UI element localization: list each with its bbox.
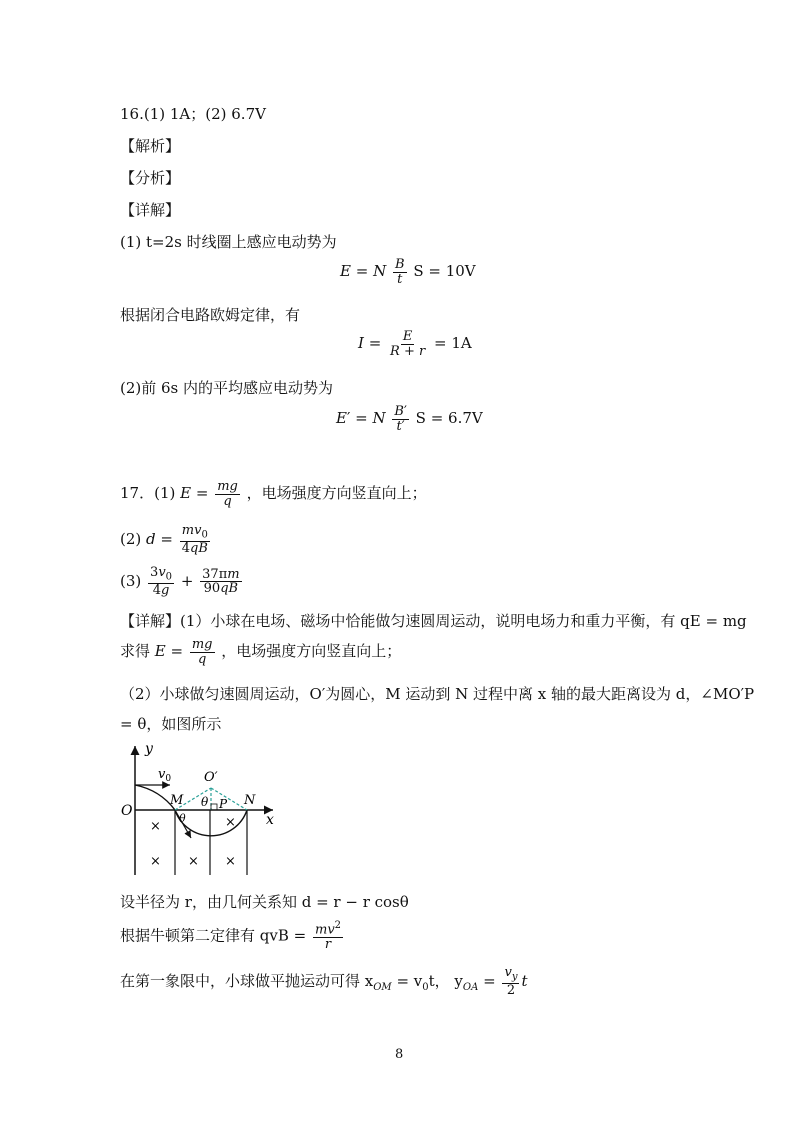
page-number: 8 bbox=[395, 1047, 404, 1062]
q17-detail-1: 【详解】(1）小球在电场、磁场中恰能做匀速圆周运动，说明电场力和重力平衡，有 qE = mg bbox=[120, 612, 747, 630]
label-m: M bbox=[170, 793, 184, 808]
equation-avg-emf: E′ = N $\frac{B'}{t'}$ S = 6.7V bbox=[336, 404, 483, 434]
label-v0: $v_0$ bbox=[158, 767, 172, 784]
right-angle-mark bbox=[211, 804, 217, 810]
q17-answer-2: (2) d = $\frac{mv_0}{4qB}$ bbox=[120, 523, 208, 557]
q17-detail-2b: = θ，如图所示 bbox=[120, 715, 222, 733]
q16-part1-intro: (1) t=2s 时线圈上感应电动势为 bbox=[120, 233, 337, 251]
fenxi-heading: 【分析】 bbox=[120, 169, 181, 187]
q17-answer-1: 17．(1) E = $\frac{mg}{q}$ ，电场强度方向竖直向上； bbox=[120, 479, 427, 509]
label-theta-2: θ bbox=[179, 812, 186, 825]
newton-law: 根据牛顿第二定律有 qvB = $\frac{mv^2}{r}$ bbox=[120, 920, 342, 952]
radius-relation: 设半径为 r，由几何关系知 d = r − r cosθ bbox=[120, 893, 409, 911]
trajectory-diagram bbox=[118, 738, 288, 878]
equation-emf: E = N $\frac{B}{t}$ S = 10V bbox=[340, 257, 476, 287]
xiangjie-heading: 【详解】 bbox=[120, 201, 181, 219]
label-p: P bbox=[219, 797, 228, 811]
field-cross-1: × bbox=[150, 819, 161, 834]
label-theta: θ bbox=[201, 795, 209, 809]
label-y: y bbox=[145, 741, 153, 757]
q17-detail-1b: 求得 E = $\frac{mg}{q}$ ，电场强度方向竖直向上； bbox=[120, 637, 402, 667]
projectile-motion: 在第一象限中，小球做平抛运动可得 $x_{OM} = v_0t$， $y_{OA}$ = $\frac{v_y}{2}$ t bbox=[120, 965, 528, 999]
q17-answer-3: (3) $\frac{3v_0}{4g}$ + $\frac{37\pi m}{90qB}$ bbox=[120, 565, 240, 599]
q16-answer: 16.(1) 1A；(2) 6.7V bbox=[120, 105, 266, 123]
parabolic-path bbox=[135, 785, 175, 810]
field-cross-3: × bbox=[150, 854, 161, 869]
equation-current: I = $\frac{E}{R + r}$ = 1A bbox=[358, 329, 472, 359]
label-x: x bbox=[266, 812, 274, 828]
radius-on bbox=[211, 788, 247, 810]
field-cross-4: × bbox=[188, 854, 199, 869]
ohm-law-text: 根据闭合电路欧姆定律，有 bbox=[120, 306, 301, 324]
jiexi-heading: 【解析】 bbox=[120, 137, 181, 155]
label-n: N bbox=[244, 793, 256, 808]
field-cross-2: × bbox=[225, 815, 236, 830]
field-cross-5: × bbox=[225, 854, 236, 869]
q17-detail-2: （2）小球做匀速圆周运动，O′为圆心，M 运动到 N 过程中离 x 轴的最大距离设为 d，∠MO′P bbox=[120, 685, 755, 703]
label-o: O bbox=[121, 803, 133, 819]
q16-part2-intro: (2)前 6s 内的平均感应电动势为 bbox=[120, 379, 334, 397]
circular-arc bbox=[175, 810, 247, 836]
label-o-prime: O′ bbox=[204, 770, 218, 785]
